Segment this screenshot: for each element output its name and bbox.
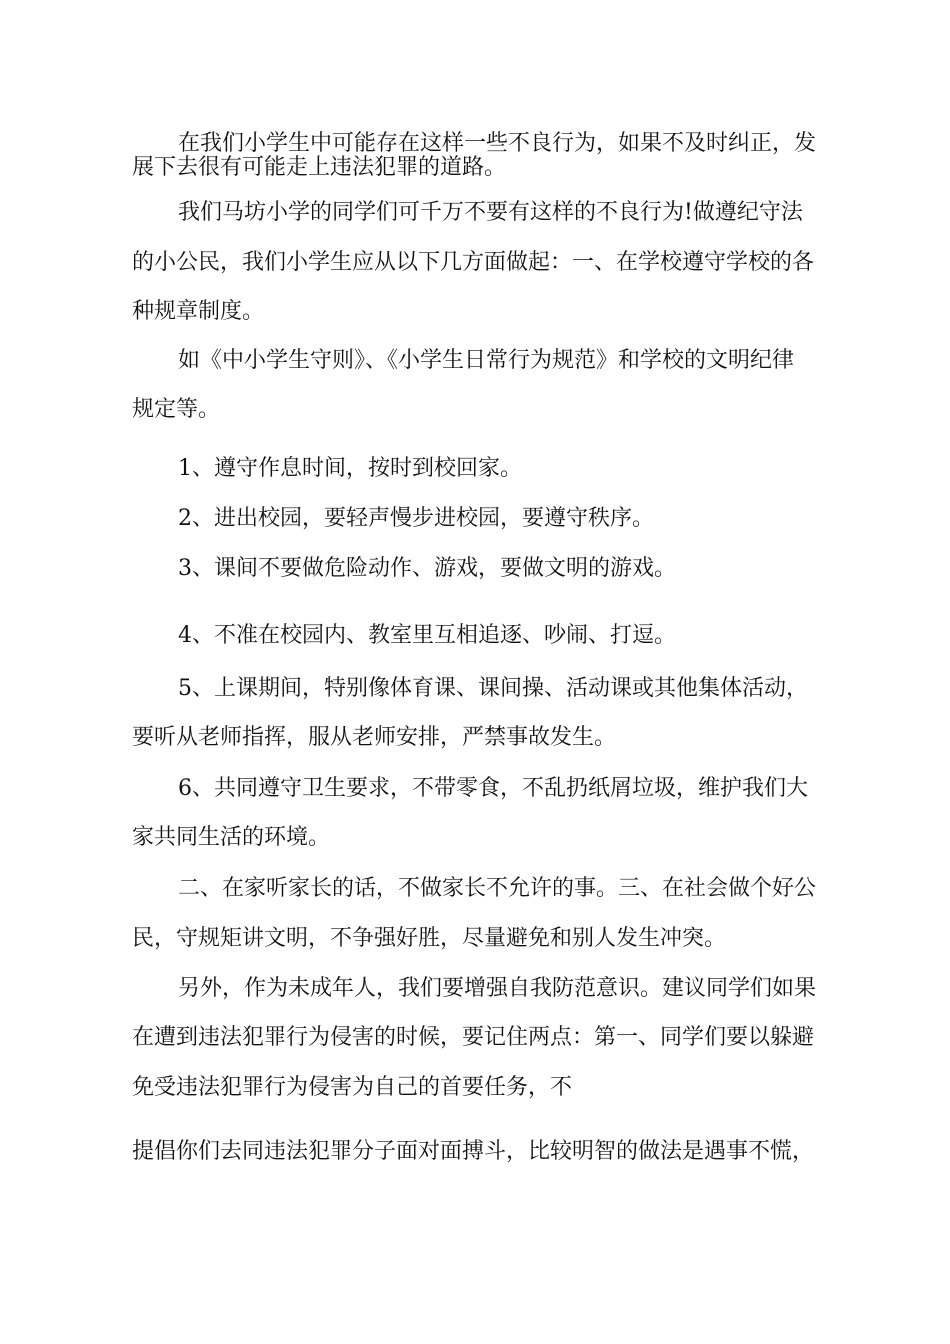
text-line: 二、在家听家长的话，不做家长不允许的事。三、在社会做个好公 [178, 876, 817, 901]
text-line: 种规章制度。 [132, 299, 265, 324]
text-line: 在我们小学生中可能存在这样一些不良行为，如果不及时纠正，发 [178, 131, 817, 156]
text-line: 展下去很有可能走上违法犯罪的道路。 [132, 155, 507, 180]
text-line: 如《中小学生守则》、《小学生日常行为规范》和学校的文明纪律 [178, 348, 795, 373]
list-item: 1、遵守作息时间，按时到校回家。 [178, 456, 522, 481]
text-line: 家共同生活的环境。 [132, 825, 331, 850]
text-line: 的小公民，我们小学生应从以下几方面做起：一、在学校遵守学校的各 [132, 250, 815, 275]
list-item: 2、进出校园，要轻声慢步进校园，要遵守秩序。 [178, 506, 654, 531]
list-item: 3、课间不要做危险动作、游戏，要做文明的游戏。 [178, 556, 676, 581]
text-line: 要听从老师指挥，服从老师安排，严禁事故发生。 [132, 725, 617, 750]
text-line: 提倡你们去同违法犯罪分子面对面搏斗，比较明智的做法是遇事不慌， [132, 1139, 815, 1164]
list-item: 6、共同遵守卫生要求，不带零食，不乱扔纸屑垃圾，维护我们大 [178, 776, 808, 801]
text-line: 另外，作为未成年人，我们要增强自我防范意识。建议同学们如果 [178, 976, 817, 1001]
list-item: 5、上课期间，特别像体育课、课间操、活动课或其他集体活动， [178, 676, 808, 701]
text-line: 在遭到违法犯罪行为侵害的时候，要记住两点：第一、同学们要以躲避 [132, 1025, 815, 1050]
text-line: 我们马坊小学的同学们可千万不要有这样的不良行为!做遵纪守法 [178, 200, 803, 225]
text-line: 免受违法犯罪行为侵害为自己的首要任务，不 [132, 1075, 573, 1100]
text-line: 民，守规矩讲文明，不争强好胜，尽量避免和别人发生冲突。 [132, 926, 727, 951]
list-item: 4、不准在校园内、教室里互相追逐、吵闹、打逗。 [178, 623, 676, 648]
text-line: 规定等。 [132, 397, 221, 422]
